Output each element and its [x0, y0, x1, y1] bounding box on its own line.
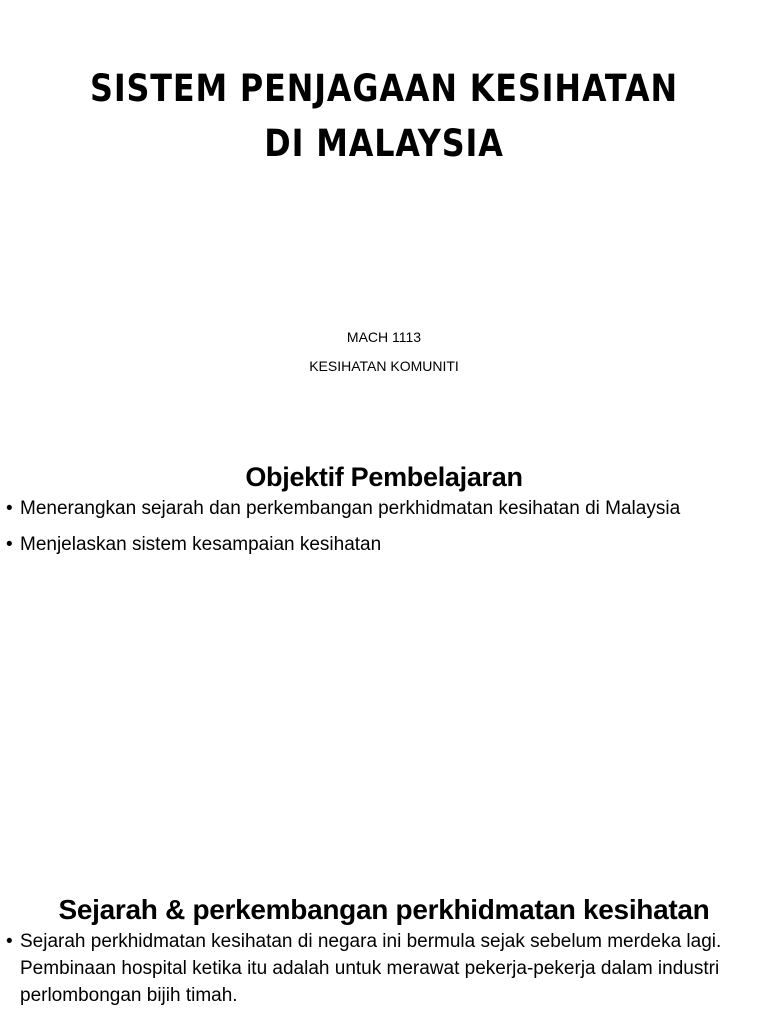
bullet-list: [6, 495, 758, 567]
course-code: MACH 1113: [346, 329, 422, 345]
presentation-title: SISTEM PENJAGAAN KESIHATAN DI MALAYSIA: [90, 66, 678, 165]
slide-objectives: [0, 420, 768, 850]
bullet-marker: •: [6, 931, 13, 952]
course-name: KESIHATAN KOMUNITI: [309, 358, 459, 374]
bullet-item: [6, 928, 758, 1009]
bullet-text: Menerangkan sejarah dan perkembangan perkhidmatan kesihatan di Malaysia: [20, 498, 681, 519]
slide-title: [0, 0, 768, 420]
slide-history: [0, 850, 768, 1024]
slide-heading: Objektif Pembelajaran: [245, 462, 523, 493]
slide-heading: Sejarah & perkembangan perkhidmatan kesihatan: [58, 894, 710, 926]
bullet-item: [6, 495, 758, 522]
bullet-marker: •: [6, 498, 13, 519]
bullet-text: Sejarah perkhidmatan kesihatan di negara ini bermula sejak sebelum merdeka lagi. Pembinaan hospital ketika itu adalah untuk merawat pekerja-pekerja dalam industri perlombongan bijih timah.: [20, 931, 722, 1006]
bullet-marker: •: [6, 534, 13, 555]
bullet-item: [6, 531, 758, 558]
bullet-text: Menjelaskan sistem kesampaian kesihatan: [20, 534, 382, 555]
bullet-list: [6, 928, 758, 1018]
